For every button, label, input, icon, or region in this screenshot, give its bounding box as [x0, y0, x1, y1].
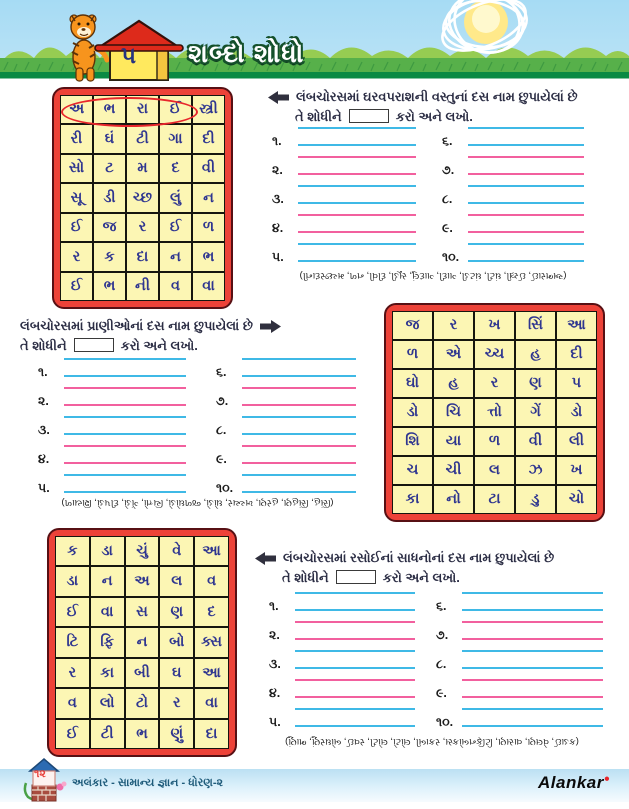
answer-line[interactable]: [64, 445, 186, 464]
grid-cell[interactable]: ઈ: [61, 214, 92, 241]
grid-cell[interactable]: ટા: [475, 486, 514, 513]
hint-answers-1: (અભરાઈ, ઈસ્ત્રી, ઘંટી, ઘંટડી, ગાદી, ગાદલું, સૂડી, દીવી, નળ, મચ્છરદાની): [299, 270, 567, 281]
grid-cell[interactable]: ડા: [91, 537, 124, 565]
answer-line[interactable]: [468, 243, 584, 262]
answer-item: [216, 416, 356, 438]
answer-item: [272, 214, 416, 236]
answer-line[interactable]: [64, 358, 186, 377]
grid-cell[interactable]: ણ: [516, 370, 555, 397]
answer-number: ૭.: [442, 163, 455, 177]
answer-number: ૨.: [269, 628, 280, 642]
instruction-text: લંબચોરસમાં ઘરવપરાશની વસ્તુનાં દસ નામ છુપાયેલાં છે: [296, 89, 578, 104]
answer-line[interactable]: [468, 127, 584, 146]
answer-item: [442, 214, 584, 236]
grid-cell[interactable]: વ: [195, 567, 228, 595]
word-search-grid-kitchen: [47, 528, 237, 757]
answer-line[interactable]: [64, 387, 186, 406]
instruction-puzzle-3: [255, 549, 620, 587]
answer-number: ૩.: [269, 657, 281, 671]
answer-item: [436, 708, 603, 730]
answer-line[interactable]: [462, 650, 603, 669]
grid-cell[interactable]: કા: [91, 659, 124, 687]
grid-cell[interactable]: આ: [195, 537, 228, 565]
grid-cell[interactable]: ઘં: [94, 125, 125, 152]
grid-cell[interactable]: વી: [516, 428, 555, 455]
grid-cell[interactable]: ડો: [393, 399, 432, 426]
instruction-find-suffix: કરો અને લખો.: [120, 338, 198, 353]
word-search-grid-animals: [384, 303, 605, 522]
answer-item: [269, 650, 415, 672]
answer-number: ૨.: [272, 163, 283, 177]
instruction-puzzle-2: [20, 317, 385, 355]
grid-cell[interactable]: કા: [393, 486, 432, 513]
grid-cell[interactable]: ઈ: [160, 96, 191, 123]
answer-item: [38, 416, 186, 438]
grid-cell[interactable]: અ: [126, 567, 159, 595]
answer-list-2-right: [216, 358, 356, 503]
grid-cell[interactable]: સ: [126, 598, 159, 626]
answer-number: ૭.: [436, 628, 449, 642]
circled-word-oval: [61, 97, 198, 127]
answer-number: ૫.: [269, 715, 281, 729]
grid-cell[interactable]: લ: [160, 567, 193, 595]
instruction-find-prefix: તે શોધીને: [282, 570, 329, 585]
answer-line[interactable]: [242, 387, 356, 406]
grid-cell[interactable]: વા: [193, 273, 224, 300]
word-search-grid-household: [52, 87, 233, 309]
answer-item: [38, 445, 186, 467]
answer-number: ૯.: [216, 452, 227, 466]
grid-cell[interactable]: ણું: [160, 720, 193, 748]
grid-cell[interactable]: સ્ત્રી: [193, 96, 224, 123]
grid-cell[interactable]: ળ: [193, 214, 224, 241]
grid-cell[interactable]: ડુ: [516, 486, 555, 513]
grid-cell[interactable]: વ: [56, 689, 89, 717]
answer-number: ૬.: [442, 134, 453, 148]
grid-cell[interactable]: ક્સ: [195, 628, 228, 656]
grid-cell[interactable]: ર: [160, 689, 193, 717]
page-header: [0, 0, 629, 80]
mark-box: [74, 338, 114, 352]
grid-cell[interactable]: સિં: [516, 312, 555, 339]
grid-cell[interactable]: ર: [61, 243, 92, 270]
grid-cell[interactable]: ક: [56, 537, 89, 565]
answer-item: [436, 650, 603, 672]
hint-answers-3: (કડાઈ, વેલણ, વાસણ, ટિફિનબોક્સ, રકાબી, લોટો, લોટી, રવઈ, બોઘરણું, ભાણું): [285, 736, 579, 747]
answer-item: [216, 474, 356, 496]
grid-cell[interactable]: ચ્છ: [127, 184, 158, 211]
lesson-number: ૫: [121, 42, 137, 68]
grid-cell[interactable]: ન: [193, 184, 224, 211]
answer-list-3-right: [436, 592, 603, 737]
answer-number: ૮.: [216, 423, 227, 437]
answer-line[interactable]: [64, 474, 186, 493]
grid-cell[interactable]: ગેં: [516, 399, 555, 426]
answer-item: [442, 127, 584, 149]
answer-line[interactable]: [295, 621, 415, 640]
answer-item: [272, 185, 416, 207]
grid-cell[interactable]: ડા: [56, 567, 89, 595]
answer-item: [436, 621, 603, 643]
grid-cell[interactable]: ખ: [475, 312, 514, 339]
grid-cell[interactable]: બો: [160, 628, 193, 656]
grid-cell[interactable]: ર: [127, 214, 158, 241]
answer-number: ૪.: [38, 452, 50, 466]
answer-number: ૧.: [272, 134, 282, 148]
answer-list-1-right: [442, 127, 584, 272]
answer-number: ૪.: [272, 221, 284, 235]
answer-line[interactable]: [462, 708, 603, 727]
left-arrow-icon: [255, 552, 276, 565]
grid-cell[interactable]: ભ: [94, 273, 125, 300]
instruction-find-prefix: તે શોધીને: [295, 109, 342, 124]
grid-cell[interactable]: ર: [56, 659, 89, 687]
grid-cell[interactable]: બી: [126, 659, 159, 687]
answer-line[interactable]: [242, 445, 356, 464]
grid-cell[interactable]: ફિ: [91, 628, 124, 656]
answer-line[interactable]: [298, 156, 416, 175]
answer-line[interactable]: [295, 650, 415, 669]
answer-number: ૭.: [216, 394, 229, 408]
answer-number: ૧૦.: [442, 250, 460, 264]
grid-cell[interactable]: ઝ: [516, 457, 555, 484]
grid-cell[interactable]: ન: [91, 567, 124, 595]
answer-number: ૬.: [436, 599, 447, 613]
grid-cell[interactable]: ર: [475, 370, 514, 397]
answer-line[interactable]: [64, 416, 186, 435]
grid-cell[interactable]: દ: [160, 155, 191, 182]
page-title: શબ્દો શોધો: [188, 38, 305, 68]
answer-line[interactable]: [468, 156, 584, 175]
grid-cell[interactable]: ગા: [160, 125, 191, 152]
answer-line[interactable]: [295, 708, 415, 727]
grid-cell[interactable]: ભ: [94, 96, 125, 123]
grid-cell[interactable]: ઈ: [160, 214, 191, 241]
grid-cell[interactable]: હ: [516, 341, 555, 368]
grid-cell[interactable]: ણ: [160, 598, 193, 626]
grid-cell[interactable]: લી: [557, 428, 596, 455]
grid-cell[interactable]: ચ્ચ: [475, 341, 514, 368]
answer-line[interactable]: [242, 358, 356, 377]
grid-cell[interactable]: લું: [160, 184, 191, 211]
answer-line[interactable]: [295, 679, 415, 698]
answer-list-3-left: [269, 592, 415, 737]
instruction-text: લંબચોરસમાં પ્રાણીઓનાં દસ નામ છુપાયેલાં છે: [20, 318, 253, 333]
answer-item: [436, 679, 603, 701]
answer-number: ૮.: [442, 192, 453, 206]
answer-line[interactable]: [468, 185, 584, 204]
footer-book-title: અલંકાર - સામાન્ય જ્ઞાન - ધોરણ-૨: [72, 777, 223, 789]
grid-cell[interactable]: ઘ: [160, 659, 193, 687]
grid-cell[interactable]: ઘો: [393, 370, 432, 397]
grid-cell[interactable]: આ: [557, 312, 596, 339]
answer-item: [216, 445, 356, 467]
grid-cell[interactable]: ડો: [557, 399, 596, 426]
grid-cell[interactable]: દ: [195, 598, 228, 626]
sun-icon: [420, 0, 550, 62]
answer-number: ૬.: [216, 365, 227, 379]
grid-cell[interactable]: ક: [94, 243, 125, 270]
grid-cell[interactable]: દી: [557, 341, 596, 368]
answer-line[interactable]: [298, 185, 416, 204]
grid-cell[interactable]: લો: [91, 689, 124, 717]
answer-line[interactable]: [298, 243, 416, 262]
instruction-text: લંબચોરસમાં રસોઈનાં સાધનોનાં દસ નામ છુપાયેલાં છે: [283, 550, 555, 565]
answer-number: ૧૦.: [216, 481, 234, 495]
answer-item: [272, 243, 416, 265]
grid-cell[interactable]: યા: [434, 428, 473, 455]
answer-item: [38, 474, 186, 496]
answer-list-2-left: [38, 358, 186, 503]
grid-cell[interactable]: ચો: [557, 486, 596, 513]
answer-item: [269, 708, 415, 730]
answer-number: ૨.: [38, 394, 49, 408]
grid-cell[interactable]: મ: [127, 155, 158, 182]
answer-line[interactable]: [298, 214, 416, 233]
grid-cell[interactable]: પ: [557, 370, 596, 397]
grid-cell[interactable]: એ: [434, 341, 473, 368]
answer-number: ૮.: [436, 657, 447, 671]
answer-item: [38, 387, 186, 409]
answer-number: ૯.: [436, 686, 447, 700]
grid-cell[interactable]: જ: [393, 312, 432, 339]
instruction-puzzle-1: [268, 88, 620, 126]
answer-line[interactable]: [295, 592, 415, 611]
grid-cell[interactable]: દા: [127, 243, 158, 270]
grid-cell[interactable]: ઈ: [61, 273, 92, 300]
answer-item: [269, 621, 415, 643]
grid-cell[interactable]: ની: [127, 273, 158, 300]
grid-cell[interactable]: ઈ: [56, 720, 89, 748]
grid-cell[interactable]: ન: [160, 243, 191, 270]
answer-item: [272, 156, 416, 178]
grid-cell[interactable]: રી: [61, 125, 92, 152]
answer-line[interactable]: [462, 592, 603, 611]
grid-cell[interactable]: ટિ: [56, 628, 89, 656]
left-arrow-icon: [268, 91, 289, 104]
answer-item: [436, 592, 603, 614]
answer-item: [269, 679, 415, 701]
answer-number: ૧૦.: [436, 715, 454, 729]
grid-cell[interactable]: ચી: [434, 457, 473, 484]
grid-cell[interactable]: ર: [434, 312, 473, 339]
answer-number: ૯.: [442, 221, 453, 235]
mark-box: [336, 570, 376, 584]
grid-cell[interactable]: દી: [193, 125, 224, 152]
grid-cell[interactable]: ત્તો: [475, 399, 514, 426]
grid-cell[interactable]: રા: [127, 96, 158, 123]
house-icon: [94, 18, 184, 82]
grid-cell[interactable]: ચ: [393, 457, 432, 484]
instruction-find-suffix: કરો અને લખો.: [395, 109, 473, 124]
answer-number: ૫.: [38, 481, 50, 495]
grid-cell[interactable]: સો: [61, 155, 92, 182]
answer-line[interactable]: [298, 127, 416, 146]
publisher-logo: Alankar●: [538, 773, 611, 792]
answer-number: ૩.: [38, 423, 50, 437]
grid-cell[interactable]: ળ: [475, 428, 514, 455]
logo-dot-icon: ●: [603, 773, 611, 785]
answer-line[interactable]: [462, 679, 603, 698]
grid-cell[interactable]: ળ: [393, 341, 432, 368]
grid-cell[interactable]: વે: [160, 537, 193, 565]
grid-cell[interactable]: સૂ: [61, 184, 92, 211]
grid-cell[interactable]: આ: [195, 659, 228, 687]
page-number: ૧૨: [34, 768, 46, 780]
answer-line[interactable]: [462, 621, 603, 640]
grid-cell[interactable]: ભ: [126, 720, 159, 748]
grid-cell[interactable]: ચું: [126, 537, 159, 565]
grid-cell[interactable]: ભ: [193, 243, 224, 270]
mark-box: [349, 109, 389, 123]
grid-cell[interactable]: દા: [195, 720, 228, 748]
right-arrow-icon: [260, 320, 281, 333]
grid-cell[interactable]: ચિ: [434, 399, 473, 426]
answer-item: [442, 185, 584, 207]
answer-item: [216, 387, 356, 409]
answer-number: ૩.: [272, 192, 284, 206]
grid-cell[interactable]: ટ: [94, 155, 125, 182]
answer-item: [442, 243, 584, 265]
grid-cell[interactable]: ડી: [94, 184, 125, 211]
grid-cell[interactable]: ન: [126, 628, 159, 656]
grid-cell[interactable]: લ: [475, 457, 514, 484]
grid-cell[interactable]: જ: [94, 214, 125, 241]
answer-item: [269, 592, 415, 614]
answer-list-1-left: [272, 127, 416, 272]
grid-cell[interactable]: ખ: [557, 457, 596, 484]
instruction-find-suffix: કરો અને લખો.: [382, 570, 460, 585]
answer-item: [216, 358, 356, 380]
grid-cell[interactable]: નો: [434, 486, 473, 513]
grid-cell[interactable]: વા: [91, 598, 124, 626]
grid-cell[interactable]: વી: [193, 155, 224, 182]
answer-line[interactable]: [468, 214, 584, 233]
answer-number: ૧.: [38, 365, 48, 379]
grid-cell[interactable]: વ: [160, 273, 191, 300]
answer-number: ૪.: [269, 686, 281, 700]
grid-cell[interactable]: હ: [434, 370, 473, 397]
answer-item: [38, 358, 186, 380]
answer-line[interactable]: [242, 416, 356, 435]
answer-number: ૫.: [272, 250, 284, 264]
answer-number: ૧.: [269, 599, 279, 613]
grid-cell[interactable]: ટી: [91, 720, 124, 748]
grid-cell[interactable]: ટો: [126, 689, 159, 717]
grid-cell[interactable]: ટી: [127, 125, 158, 152]
instruction-find-prefix: તે શોધીને: [20, 338, 67, 353]
grid-cell[interactable]: વા: [195, 689, 228, 717]
answer-line[interactable]: [242, 474, 356, 493]
answer-item: [442, 156, 584, 178]
footer-house-icon: [22, 757, 70, 805]
answer-item: [272, 127, 416, 149]
grid-cell[interactable]: શિ: [393, 428, 432, 455]
grid-cell[interactable]: અ: [61, 96, 92, 123]
grid-cell[interactable]: ઈ: [56, 598, 89, 626]
hint-answers-2: (સિંહ, સિંહણ, હરણ, ખચ્ચર, ઘોડો, જળઘોડો, ચિત્તો, ગેંડો, દીપડો, શિયાળ): [61, 497, 334, 508]
